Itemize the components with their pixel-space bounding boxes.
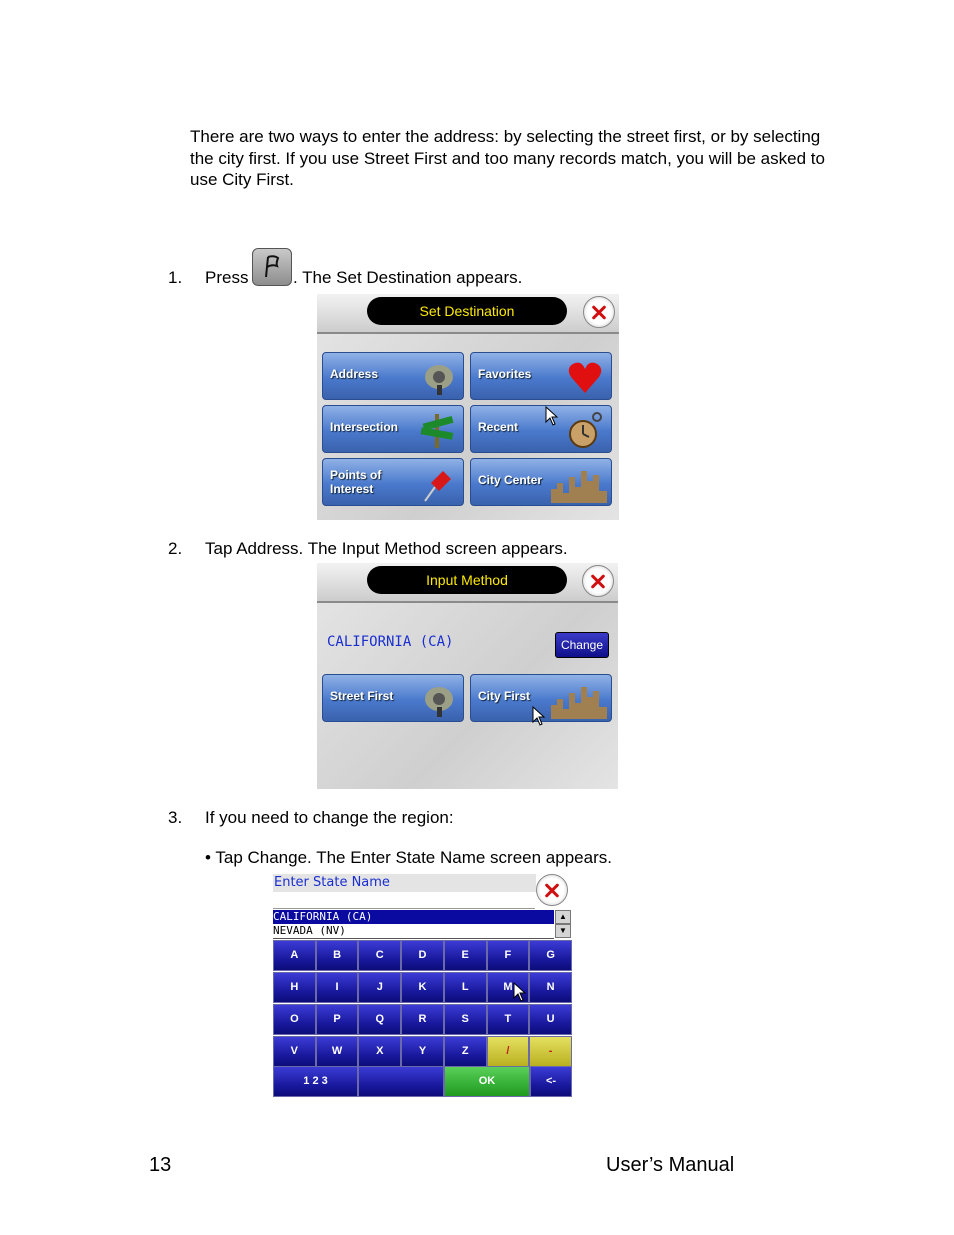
key-k[interactable]: K [401,972,444,1003]
step-1 [168,268,182,288]
cursor-arrow-icon [532,706,546,726]
step-1-press: Press [205,268,249,287]
close-icon[interactable] [583,296,615,328]
key-ok[interactable]: OK [444,1066,530,1097]
step-2-number: 2. [168,539,183,558]
key-u[interactable]: U [529,1004,572,1035]
button-label: City First [478,689,531,703]
key-backspace[interactable]: <- [530,1066,572,1097]
title-bar [317,563,618,603]
enter-state-screen [273,874,572,1097]
screen-title: Input Method [367,566,567,594]
list-item-selected[interactable]: CALIFORNIA (CA) [273,910,554,924]
mailbox-icon [417,679,457,719]
key-r[interactable]: R [401,1004,444,1035]
key-o[interactable]: O [273,1004,316,1035]
key-s[interactable]: S [444,1004,487,1035]
key-y[interactable]: Y [401,1036,444,1067]
key-e[interactable]: E [444,940,487,971]
street-first-button[interactable] [322,674,464,722]
scroll-down-icon[interactable]: ▼ [555,924,571,938]
cursor-arrow-icon [545,406,559,426]
key-h[interactable]: H [273,972,316,1003]
step-1-text: . The Set Destination appears. [293,268,523,287]
key-l[interactable]: L [444,972,487,1003]
change-button[interactable]: Change [555,632,609,658]
scroll-up-icon[interactable]: ▲ [555,910,571,924]
intro-paragraph: There are two ways to enter the address: by selecting the street first, or by selecting the city first. If you use Street First and too many records match, you will be asked to use City First. [190,127,825,189]
screen-title: Set Destination [367,297,567,325]
intersection-button[interactable] [322,405,464,453]
key-a[interactable]: A [273,940,316,971]
key-i[interactable]: I [316,972,359,1003]
step-2-text: Tap Address. The Input Method screen appears. [205,539,568,558]
key-x[interactable]: X [358,1036,401,1067]
recent-button[interactable] [470,405,612,453]
address-button[interactable] [322,352,464,400]
pocket-watch-icon [565,410,605,450]
heart-icon [565,357,605,397]
key-space[interactable] [358,1066,444,1097]
key-j[interactable]: J [358,972,401,1003]
region-value: CALIFORNIA (CA) [327,634,454,650]
input-method-screen [317,563,618,789]
city-skyline-icon [549,463,609,503]
button-label: Address [330,367,379,381]
button-label: Recent [478,420,519,434]
key-m[interactable]: M [487,972,530,1003]
step-3-text: If you need to change the region: [205,808,454,827]
page-number: 13 [149,1154,172,1176]
city-skyline-icon [549,679,609,719]
key-g[interactable]: G [529,940,572,971]
key-z[interactable]: Z [444,1036,487,1067]
footer-title: User’s Manual [606,1154,735,1176]
button-label: Points of Interest [330,468,382,496]
set-destination-screen [317,294,619,520]
close-icon[interactable] [536,874,568,906]
list-item[interactable]: NEVADA (NV) [273,924,554,939]
mailbox-icon [417,357,457,397]
step-3-number: 3. [168,808,183,827]
key-n[interactable]: N [529,972,572,1003]
button-label: Favorites [478,367,532,381]
close-icon[interactable] [582,565,614,597]
key-slash[interactable]: / [487,1036,530,1067]
pushpin-icon [417,463,457,503]
button-label: City Center [478,473,543,487]
favorites-button[interactable] [470,352,612,400]
street-sign-icon [417,410,457,450]
key-v[interactable]: V [273,1036,316,1067]
bullet-text: • Tap Change. The Enter State Name screen appears. [205,848,612,867]
key-d[interactable]: D [401,940,444,971]
screen-title: Enter State Name [273,874,536,892]
key-c[interactable]: C [358,940,401,971]
cursor-arrow-icon [513,982,527,1002]
state-input[interactable] [273,892,535,909]
key-w[interactable]: W [316,1036,359,1067]
button-label: Intersection [330,420,399,434]
key-f[interactable]: F [487,940,530,971]
key-p[interactable]: P [316,1004,359,1035]
button-label: Street First [330,689,394,703]
key-t[interactable]: T [487,1004,530,1035]
key-q[interactable]: Q [358,1004,401,1035]
points-of-interest-button[interactable] [322,458,464,506]
key-numbers[interactable]: 1 2 3 [273,1066,358,1097]
key-b[interactable]: B [316,940,359,971]
destination-flag-icon [252,248,292,286]
title-bar [317,294,619,334]
key-dash[interactable]: - [529,1036,572,1067]
step-number: 1. [168,268,183,287]
city-center-button[interactable] [470,458,612,506]
